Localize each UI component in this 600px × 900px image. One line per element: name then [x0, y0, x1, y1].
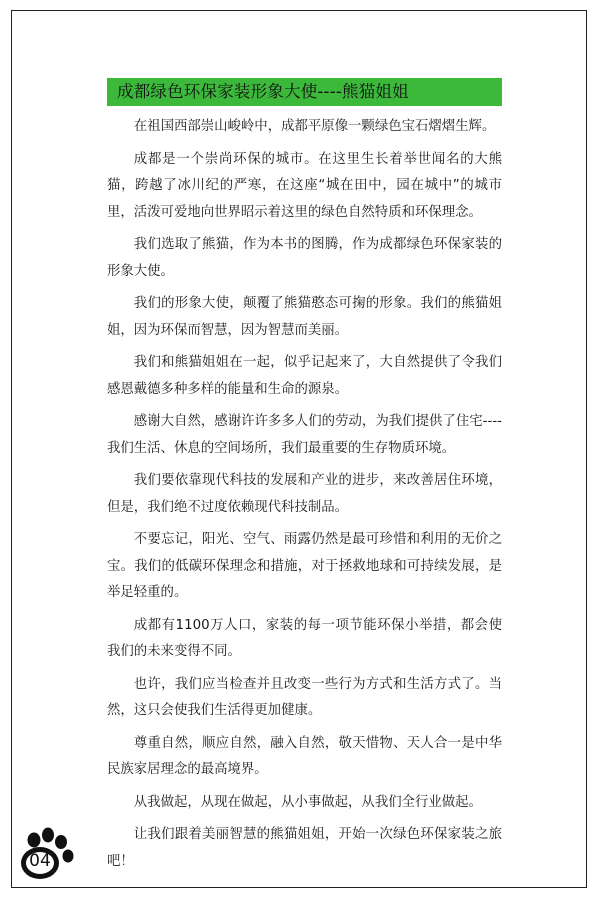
paragraph-4: 我们的形象大使，颠覆了熊猫憨态可掬的形象。我们的熊猫姐姐，因为环保而智慧，因为智慧而美丽。 — [107, 296, 502, 338]
paragraph-12: 从我做起，从现在做起，从小事做起，从我们全行业做起。 — [133, 794, 482, 810]
paragraph-6: 感谢大自然，感谢许许多多人们的劳动，为我们提供了住宅----我们生活、休息的空间场所，我们最重要的生存物质环境。 — [107, 414, 502, 456]
title-bar — [107, 78, 502, 106]
page-title: 成都绿色环保家装形象大使----熊猫姐姐 — [117, 82, 409, 101]
article-body — [107, 114, 502, 881]
paragraph-8: 不要忘记，阳光、空气、雨露仍然是最可珍惜和利用的无价之宝。我们的低碳环保理念和措施，对于拯救地球和可持续发展，是举足轻重的。 — [107, 532, 502, 600]
paragraph-1: 在祖国西部崇山峻岭中，成都平原像一颗绿色宝石熠熠生辉。 — [133, 119, 496, 134]
paragraph-13: 让我们跟着美丽智慧的熊猫姐姐，开始一次绿色环保家装之旅吧！ — [107, 827, 502, 869]
paragraph-7: 我们要依靠现代科技的发展和产业的进步，来改善居住环境，但是，我们绝不过度依赖现代科技制品。 — [107, 473, 502, 515]
paragraph-9: 成都有1100万人口，家装的每一项节能环保小举措，都会使我们的未来变得不同。 — [107, 617, 502, 659]
paragraph-2: 成都是一个崇尚环保的城市。在这里生长着举世闻名的大熊猫，跨越了冰川纪的严寒，在这座“城在田中，园在城中”的城市里，活泼可爱地向世界昭示着这里的绿色自然特质和环保理念。 — [107, 151, 502, 220]
paragraph-10: 也许，我们应当检查并且改变一些行为方式和生活方式了。当然，这只会使我们生活得更加健康。 — [107, 676, 502, 718]
paragraph-3: 我们选取了熊猫，作为本书的图腾，作为成都绿色环保家装的形象大使。 — [107, 237, 502, 279]
paragraph-5: 我们和熊猫姐姐在一起，似乎记起来了，大自然提供了令我们感恩戴德多种多样的能量和生命的源泉。 — [107, 355, 502, 397]
page-number: 04 — [29, 851, 51, 871]
paragraph-11: 尊重自然，顺应自然，融入自然，敬天惜物、天人合一是中华民族家居理念的最高境界。 — [107, 735, 502, 777]
